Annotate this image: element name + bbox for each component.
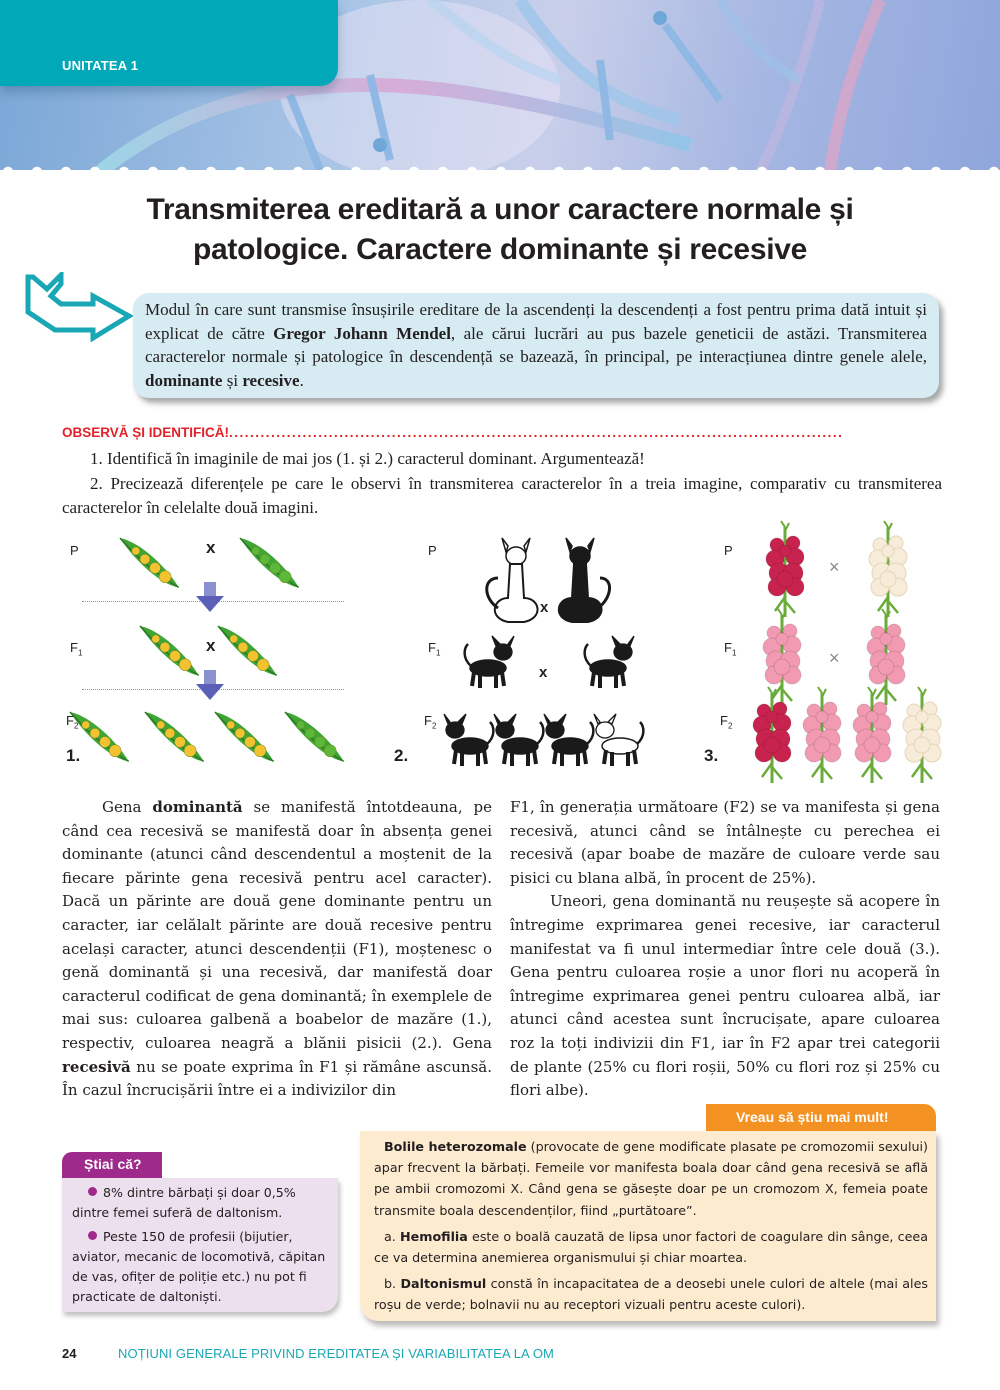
cat-standing-black: [444, 714, 493, 766]
learn-more-box: Bolile heterozomale (provocate de gene modificate plasate pe cromozomii sexului) apar frecvent la bărbați. Femeile vor manifesta boala doar când gena recesivă se află pe ambii cromozomi X. Când gena se găsește doar pe un cromozom X, femeia poate transmite boala descendenților, fiind „purtătoare”. a. Hemofilia este o boală cauzată de lipsa unor factori de coagulare din sânge, ceea ce va determina anemierea organismului și chiar moartea. b. Daltonismul constă în incapacitatea de a deosebi unele culori de altele (mai ales roșu de verde; bolnavii nu au receptori vizuali pentru aceste culori).: [360, 1131, 936, 1321]
pea-pod-green: [231, 536, 307, 590]
cross-symbol: x: [206, 538, 216, 557]
title-line-1: Transmiterea ereditară a unor caractere normale și: [146, 193, 854, 226]
cross-symbol: ×: [829, 557, 840, 577]
snapdragon-red: [766, 521, 804, 617]
label-f2: $F_2$: [66, 713, 79, 731]
observe-heading: OBSERVĂ ȘI IDENTIFICĂ!.....................................................................................................................: [62, 425, 844, 440]
cat-sitting-black: [559, 538, 610, 622]
label-f2: $F_2$: [424, 713, 437, 731]
question-2: 2. Precizează diferențele pe care le observi în transmiterea caracterelor în a treia imagine, comparativ cu transmiterea caracterelor în celelalte două imagini.: [62, 474, 942, 517]
down-arrow-icon: [196, 582, 224, 612]
cross-symbol: ×: [829, 648, 840, 668]
learn-more-tab: Vreau să știu mai mult!: [706, 1104, 936, 1131]
did-you-know-tab: Știai că?: [62, 1152, 162, 1178]
footer-section-title: NOȚIUNI GENERALE PRIVIND EREDITATEA ȘI VARIABILITATEA LA OM: [118, 1346, 554, 1361]
pea-pod-yellow: [206, 710, 282, 764]
snapdragon-red: [753, 687, 791, 783]
cat-standing-black: [585, 636, 634, 688]
bullet-icon: [88, 1231, 97, 1240]
pea-pod-yellow: [111, 536, 187, 590]
pea-pod-yellow: [131, 624, 207, 678]
figure-number-1: 1.: [66, 746, 81, 765]
cross-symbol: x: [540, 599, 549, 616]
label-p: P: [428, 543, 437, 558]
cat-standing-black: [544, 714, 593, 766]
did-you-know-box: [62, 1178, 338, 1312]
pea-pod-yellow: [136, 710, 212, 764]
snapdragon-pink: [867, 609, 905, 705]
snapdragon-pink: [763, 609, 801, 705]
cross-symbol: x: [539, 664, 548, 681]
page-number: 24: [62, 1346, 77, 1361]
pea-pod-yellow: [209, 624, 285, 678]
label-f1: $F_1$: [428, 640, 441, 658]
mendel-name: Gregor Johann Mendel: [273, 323, 451, 343]
dotted-leader: .....................................................................................................................: [229, 425, 844, 440]
figure-number-2: 2.: [394, 746, 409, 765]
intro-box: Modul în care sunt transmise însușirile ereditare de la ascendenți la descendenți a fost pentru prima dată intuit și explicat de către Gregor Johann Mendel, ale cărui lucrări au pus bazele geneticii de astăzi. Transmiterea caracterelor normale și patologice în descendență se bazează, în principal, pe interacțiunea dintre genele alele, dominante și recesive.: [133, 293, 939, 398]
label-f2: $F_2$: [720, 713, 733, 731]
body-column-left: Gena dominantă se manifestă întotdeauna, pe când cea recesivă se manifestă doar în absența genei dominante (atunci când descendentul a moștenit de la fiecare părinte gena recesivă pentru acel caracter). Dacă un părinte are două gene dominante pentru un caracter, iar celălalt părinte are două recesive pentru același caracter, atunci descendenții (F1), moștenesc o genă dominantă și una recesivă, dar manifestă doar caracterul codificat de gena dominantă; în exemplele de mai sus: culoarea galbenă a boabelor de mazăre (1.), respectiv, culoarea neagră a blănii pisicii (2.). Gena recesivă nu se poate exprima în F1 și rămâne ascunsă. În cazul încrucișării între ei a indivizilor din: [62, 798, 492, 1100]
cat-standing-white: [594, 714, 643, 766]
fact-item: Peste 150 de profesii (bijutier, aviator, mecanic de locomotivă, căpitan de vas, ofițer de poliție etc.) nu pot fi practicate de daltoniști.: [72, 1229, 326, 1304]
snapdragon-white: [869, 521, 907, 617]
title-line-2: patologice. Caractere dominante și recesive: [192, 233, 808, 266]
pea-pod-green: [276, 710, 352, 764]
cat-standing-black: [465, 636, 514, 688]
label-p: P: [70, 543, 79, 558]
label-f1: $F_1$: [724, 640, 737, 658]
question-1: 1. Identifică în imaginile de mai jos (1. și 2.) caracterul dominant. Argumentează!: [90, 449, 645, 468]
cats-illustration: [440, 530, 680, 780]
pea-pods-illustration: [0, 0, 360, 780]
cat-standing-black: [494, 714, 543, 766]
cat-sitting-white: [487, 538, 538, 622]
label-f1: $F_1$: [70, 640, 83, 658]
snapdragon-pink: [803, 687, 841, 783]
pea-pod-yellow: [61, 710, 137, 764]
unit-label: UNITATEA 1: [62, 58, 139, 73]
cross-symbol: x: [206, 636, 216, 655]
fact-item: 8% dintre bărbați și doar 0,5% dintre femei suferă de daltonism.: [72, 1185, 296, 1220]
snapdragon-white: [903, 687, 941, 783]
snapdragons-illustration: [740, 515, 960, 785]
body-column-right: F1, în generația următoare (F2) se va manifesta și gena recesivă, atunci când se întâlnește cu perechea ei recesivă (apar boabe de mazăre de culoare verde sau pisici cu blana albă, în procent de 25%). Uneori, gena dominantă nu reușește să acopere în întregime exprimarea genei recesive, iar caracterul manifestat va fi unul intermediar între cele două (3.). Gena pentru culoarea roșie a unor flori nu acoperă în întregime exprimarea genei pentru culoarea albă, iar atunci când acestea sunt încrucișate, apare culoarea roz la toți indivizii din F1, iar în F2 apar trei categorii de plante (25% cu flori roșii, 50% cu flori roz și 25% cu flori albe).: [510, 798, 940, 1100]
label-p: P: [724, 543, 733, 558]
figure-number-3: 3.: [704, 746, 719, 765]
down-arrow-icon: [196, 670, 224, 700]
bullet-icon: [88, 1187, 97, 1196]
